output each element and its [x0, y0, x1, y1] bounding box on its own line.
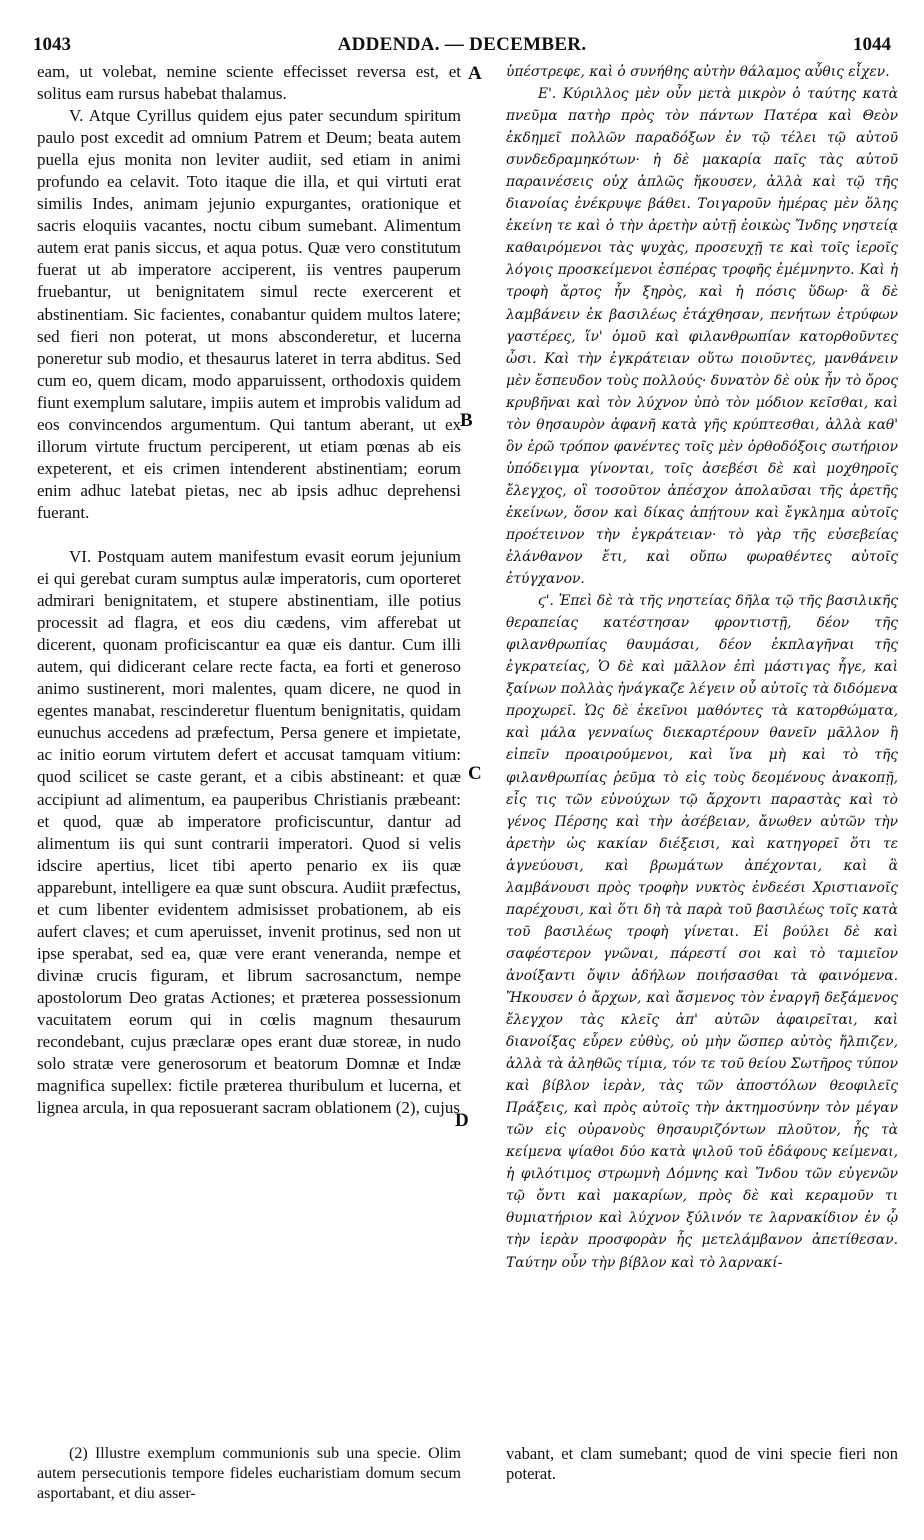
footnote-text: (2) Illustre exemplum communionis sub una specie. Olim autem persecutionis tempore fideles eucharistiam domum secum asportabant, et diu asser- [37, 1445, 461, 1502]
margin-marker-d: D [455, 1110, 469, 1131]
footnote [37, 1444, 461, 1504]
latin-column [37, 61, 461, 1119]
page-number-left: 1043 [33, 34, 71, 55]
greek-paragraph: ὑπέστρεφε, καὶ ὁ συνήθης αὐτὴν θάλαμος αὖθις εἶχεν. [506, 64, 890, 80]
greek-paragraph: Ε'. Κύριλλος μὲν οὖν μετὰ μικρὸν ὁ ταύτης κατὰ πνεῦμα πατὴρ πρὸς τὸν πάντων Πατέρα καὶ Θεὸν ἐκδημεῖ πολλῶν παραδόξων ἐν τῷ τέλει τῷ αὐτοῦ συνδεδραμηκότων· ἡ δὲ μακαρία παῖς τὰς αὐτοῦ παραινέσεις οὐχ ἁπλῶς ἤκουσεν, ἀλλὰ καὶ τῷ τῆς διανοίας ἐνέκρυψε βάθει. Τοιγαροῦν ἡμέρας μὲν ὅλης ἐκείνη τε καὶ ὁ τὴν ἀρετὴν αὐτῇ ἐοικὼς Ἴνδης νηστείᾳ καθαιρόμενοι τὰς ψυχὰς, προσευχῇ τε καὶ τοῖς ἱεροῖς λόγοις προσκείμενοι ἑσπέρας τροφῆς ἐμέμνηντο. Καὶ ἡ τροφὴ ἄρτος ἦν ξηρὸς, καὶ ἡ πόσις ὕδωρ· ἃ δὲ λαμβάνειν ἐκ βασιλέως ἐτάχθησαν, πενήτων ἐτρύφων γαστέρες, ἵν' ὁμοῦ καὶ φιλανθρωπίαν κατορθοῦντες ὦσι. Καὶ τὴν ἐγκράτειαν οὕτω ποιοῦντες, μανθάνειν μὲν ἔσπευδον τοὺς πολλούς· δυνατὸν δὲ οὐκ ἦν τὸ ὄρος κρυβῆναι καὶ τὸν λύχνον ὑπὸ τὸν μόδιον κεῖσθαι, καὶ τὸν θησαυρὸν ἀφανῆ κατὰ γῆς κρύπτεσθαι, ἀλλὰ καθ' ὃν ἐρῶ τρόπον φανέντες τοῖς μὲν ὀρθοδόξοις σωτήριον ὑπόδειγμα γίνονται, τοῖς ἀσεβέσι δὲ καὶ μοχθηροῖς ἔλεγχος, οἳ τοσοῦτον ἀπέσχον ἀπολαῦσαι τῆς ἀρετῆς ἐκείνων, ὅσον καὶ δίκας ἀπῄτουν καὶ ἔγκλημα αὐτοῖς προέτεινον τὴν ἐγκράτειαν· τὸ γὰρ τῆς εὐσεβείας ἐλάνθανον ἔτι, καὶ οὔπω φωραθέντες αὐτοῖς ἐτύγχανον. [506, 86, 898, 588]
margin-marker-b: B [460, 410, 473, 431]
page-header [33, 34, 891, 60]
greek-paragraph: ϛ'. Ἐπεὶ δὲ τὰ τῆς νηστείας δῆλα τῷ τῆς βασιλικῆς θεραπείας κατέστησαν φροντιστῇ, δέον τῆς φιλανθρωπίας θαυμάσαι, δέον ἐκπλαγῆναι τῆς ἐγκρατείας, Ὁ δὲ καὶ μᾶλλον ἐπὶ μάστιγας ἧγε, καὶ ξαίνων πολλὰς ἠνάγκαζε λέγειν οὗ αὐτοῖς τὰ διδόμενα προχωρεῖ. Ὡς δὲ ἐκεῖνοι μαθόντες τὰ κατορθώματα, καὶ μάλα γενναίως διεκαρτέρουν θανεῖν μᾶλλον ἢ εἰπεῖν προαιρούμενοι, καὶ ἵνα μὴ καὶ τὸ τῆς φιλανθρωπίας ῥεῦμα τὸ εἰς τοὺς δεομένους ἀνακοπῇ, εἷς τις τῶν εὐνούχων τῷ ἄρχοντι παραστὰς καὶ τὸ γένος Πέρσης καὶ τὴν ἀσέβειαν, ἄνωθεν αὐτῶν τὴν ἀρετὴν ὡς κακίαν διέξεισι, καὶ κατηγορεῖ ὅτι τε ἁγνεύουσι, καὶ βρωμάτων ἀπέχονται, καὶ ἃ λαμβάνουσι πρὸς τροφὴν νυκτὸς ἐνδεέσι Χριστιανοῖς παρέχουσι, καὶ ὅτι δὴ τὰ παρὰ τοῦ βασιλέως τοῖς κατὰ τοῦ βασιλέως τροφὴ γίνεται. Εἰ βούλει δὲ καὶ σαφέστερον γνῶναι, πάρεστί σοι καὶ τὸ ταμιεῖον ἀνοίξαντι ὄψιν ἀδήλων ποιήσασθαι τὰ φαινόμενα. Ἤκουσεν ὁ ἄρχων, καὶ ἄσμενος τὸν ἐναργῆ δεξάμενος ἔλεγχον τὰς κλεῖς ἀπ' αὐτῶν ἀφαιρεῖται, καὶ διανοίξας εὗρεν εὐθὺς, οὐ μὴν ὥσπερ αὐτὸς ἤλπιζεν, ἀλλὰ τὰ ἀληθῶς τίμια, τόν τε τοῦ θείου Σωτῆρος τύπον καὶ βίβλον ἱερὰν, τὰς τῶν ἀποστόλων θεοφιλεῖς Πράξεις, καὶ πρὸς αὐτοῖς τὴν ἀκτημοσύνην τὸν μέγαν τῶν εἰς οὐρανοὺς θησαυριζόντων πλοῦτον, ἧς τὰ κείμενα ψίαθοι δύο κατὰ ψιλοῦ τοῦ ἐδάφους κείμεναι, ἡ φιλότιμος στρωμνὴ Δόμνης καὶ Ἴνδου τῶν εὐγενῶν τῷ ὄντι καὶ μακαρίων, πρὸς δὲ καὶ κεραμοῦν τι θυμιατήριον καὶ λύχνον ξύλινόν τε λαρνακίδιον ἐν ᾧ τὴν ἱερὰν προσφορὰν ἧς μετελάμβανον ἀπετίθεσαν. Ταύτην οὖν τὴν βίβλον καὶ τὸ λαρνακί- [506, 593, 898, 1271]
page-number-right: 1044 [853, 34, 891, 55]
latin-paragraph: VI. Postquam autem manifestum evasit eorum jejunium ei qui gerebat curam sumptus aulæ imperatoris, cum oporteret admirari benignitatem, et stupere abstinentiam, ille potius processit ad flagra, et eos diu cædens, vim afferebat ut dicerent, quonam proficiscantur ea quæ eis dantur. Cum illi autem, qui didicerant celare recte facta, ea forti et generoso animo sustinerent, mori malentes, quam dicere, ne quod in egentes manabat, rescinderetur fluentum benignitatis, quidam eunuchus accedens ad præfectum, Persa genere et impietate, ac initio eorum virtutem defert et accusat tamquam vitium: quod scilicet se caste gerant, et a cibis abstineant: et quæ accipiunt ad alimentum, ea pauperibus Christianis præbeant: et quod, quæ ab imperatore proficiscuntur, dantur ad alimentum iis qui sunt contrarii imperatori. Quod si velis idscire apertius, licet tibi aperto penario ex iis quæ apparebunt, intelligere ea quæ sunt obscura. Audiit præfectus, et cum libenter evidentem admisisset probationem, ab eis aufert claves; et cum aperuisset, invenit protinus, sed non ut ipse sperabat, sed ea, quæ vere erant veneranda, nempe et divinæ crucis figuram, et librum sacrosanctum, nempe apostolorum Deo gratas Actiones; et præterea possessionum vacuitatem eorum qui in cœlis magnum thesaurum recondebant, cujus præclaræ opes erant duæ storeæ, in nudo solo stratæ vere generosorum et beatorum Domnæ et Indæ magnifica supellex: fictile præterea thuribulum et lucerna, et lignea arcula, in qua reposuerant sacram oblationem (2), cujus [37, 546, 461, 1118]
footnote-continuation [506, 1444, 898, 1484]
running-title: ADDENDA. — DECEMBER. [337, 34, 587, 55]
footnote-continuation-text: vabant, et clam sumebant; quod de vini specie fieri non poterat. [506, 1444, 898, 1483]
greek-column [506, 61, 898, 1274]
latin-paragraph: eam, ut volebat, nemine sciente effecisset reversa est, et solitus eam rursus habebat thalamus. [37, 62, 461, 104]
latin-paragraph: V. Atque Cyrillus quidem ejus pater secundum spiritum paulo post excedit ad omnium Patrem et Deum; beata autem puella ejus monita non leviter audiit, sed etiam in animi profundo ea celavit. Toto itaque die illa, et qui virtuti erat similis Indes, animam jejunio expurgantes, orationique et sacris eloquiis vacantes, noctu cibum sumebant. Alimentum autem erat panis siccus, et aqua potus. Quæ vero constitutum fuerat ut ab imperatore acciperent, iis ventres pauperum fruebantur, ut benignitatem simul recte exercerent et abstinentiam. Sic facientes, conabantur quidem multos latere; sed fieri non poterat, ut mons absconderetur, et lucerna poneretur sub modio, et thesaurus lateret in terra abditus. Sed cum eo, quem dicam, modo apparuissent, orthodoxis quidem fiunt exemplum salutare, impiis autem et improbis validum ad eos convincendos argumentum. Qui tantum aberant, ut ex illorum virtute fructum perciperent, ut etiam pœnas ab eis expeterent, et eis crimen intenderent abstinentiam; eorum enim adhuc latebat pietas, nec ab ipsis adhuc deprehensi fuerant. [37, 106, 461, 522]
margin-marker-c: C [468, 763, 482, 784]
margin-marker-a: A [468, 63, 482, 84]
